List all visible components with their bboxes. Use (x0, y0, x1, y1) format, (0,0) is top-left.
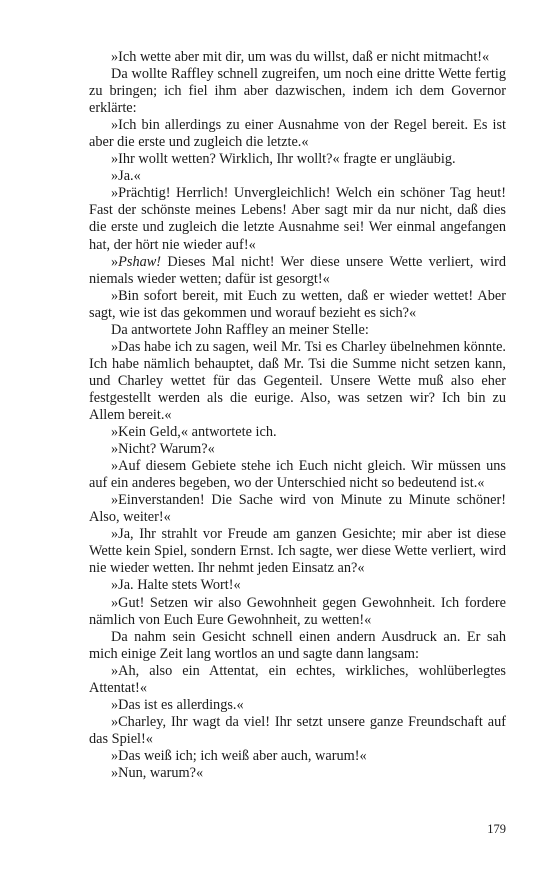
paragraph (89, 629, 506, 663)
text-run: »Nicht? Warum?« (111, 441, 215, 458)
text-run: »Das ist es allerdings.« (111, 696, 244, 713)
paragraph (89, 151, 506, 168)
text-run: »Gut! Setzen wir also Gewohnheit gegen Gewohnheit. Ich fordere nämlich von Euch Eure Gewohnheit, zu wetten!« (89, 594, 506, 628)
paragraph (89, 441, 506, 458)
paragraph (89, 49, 506, 66)
paragraph (89, 765, 506, 782)
text-run: »Charley, Ihr wagt da viel! Ihr setzt unsere ganze Freundschaft auf das Spiel!« (89, 713, 506, 747)
paragraph (89, 185, 506, 253)
text-run: » (111, 253, 119, 270)
text-run: Da wollte Raffley schnell zugreifen, um noch eine dritte Wette fertig zu bringen; ich fiel ihm aber dazwischen, indem ich dem Governor erklärte: (89, 66, 506, 117)
paragraph (89, 254, 506, 288)
text-run: »Ah, also ein Attentat, ein echtes, wirkliches, wohlüberlegtes Attentat!« (89, 662, 506, 696)
text-run: »Das weiß ich; ich weiß aber auch, warum!« (111, 747, 367, 764)
text-run: »Ihr wollt wetten? Wirklich, Ihr wollt?« fragte er ungläubig. (111, 151, 456, 168)
text-run: »Ich wette aber mit dir, um was du willst, daß er nicht mitmacht!« (111, 49, 490, 65)
paragraph (89, 714, 506, 748)
paragraph (89, 168, 506, 185)
text-run: »Einverstanden! Die Sache wird von Minute zu Minute schöner! Also, weiter!« (89, 492, 506, 526)
body-text (89, 49, 506, 782)
text-run: »Ja, Ihr strahlt vor Freude am ganzen Gesichte; mir aber ist diese Wette kein Spiel, sondern Ernst. Ich sagte, wer diese Wette verliert, wird nie wieder wetten. Ihr nehmt jeden Einsatz an?« (89, 526, 506, 577)
text-run: Da antwortete John Raffley an meiner Stelle: (111, 321, 369, 338)
paragraph (89, 339, 506, 424)
text-run: »Ja.« (111, 168, 141, 185)
text-run: »Das habe ich zu sagen, weil Mr. Tsi es Charley übelnehmen könnte. Ich habe nämlich behauptet, daß Mr. Tsi die Summe nicht setzen kann, und Charley wettet für das Gegenteil. Unsere Wette muß also eher festgestellt werden als die eurige. Also, was setzen wir? Ich bin zu Allem bereit.« (89, 338, 506, 423)
paragraph (89, 424, 506, 441)
paragraph (89, 663, 506, 697)
text-run: »Ich bin allerdings zu einer Ausnahme von der Regel bereit. Es ist aber die erste und zugleich die letzte.« (89, 117, 506, 151)
page-number: 179 (487, 822, 506, 836)
paragraph (89, 117, 506, 151)
paragraph (89, 66, 506, 117)
paragraph (89, 526, 506, 577)
paragraph (89, 697, 506, 714)
paragraph (89, 322, 506, 339)
text-run: »Kein Geld,« antwortete ich. (111, 424, 277, 441)
text-run: »Auf diesem Gebiete stehe ich Euch nicht gleich. Wir müssen uns auf ein anderes begeben, wo der Unterschied nicht so bedeutend ist.« (89, 458, 506, 492)
italic-text: Pshaw! (118, 253, 162, 270)
paragraph (89, 748, 506, 765)
text-run: »Bin sofort bereit, mit Euch zu wetten, daß er wieder wettet! Aber sagt, wie ist das gekommen und worauf bezieht es sich?« (89, 287, 506, 321)
text-run: Dieses Mal nicht! Wer diese unsere Wette verliert, wird niemals wieder wetten; dafür ist gesorgt!« (89, 253, 506, 287)
paragraph (89, 577, 506, 594)
text-run: »Prächtig! Herrlich! Unvergleichlich! Welch ein schöner Tag heut! Fast der schönste meines Lebens! Aber sagt mir da nur nicht, daß dies die erste und zugleich die letzte Ausnahme sei! Wer einmal angefangen hat, der hört nie wieder auf!« (89, 185, 506, 253)
text-run: Da nahm sein Gesicht schnell einen andern Ausdruck an. Er sah mich einige Zeit lang wortlos an und sagte dann langsam: (89, 628, 506, 662)
text-run: »Nun, warum?« (111, 764, 204, 781)
paragraph (89, 492, 506, 526)
paragraph (89, 458, 506, 492)
text-run: »Ja. Halte stets Wort!« (111, 577, 241, 594)
paragraph (89, 595, 506, 629)
paragraph (89, 288, 506, 322)
